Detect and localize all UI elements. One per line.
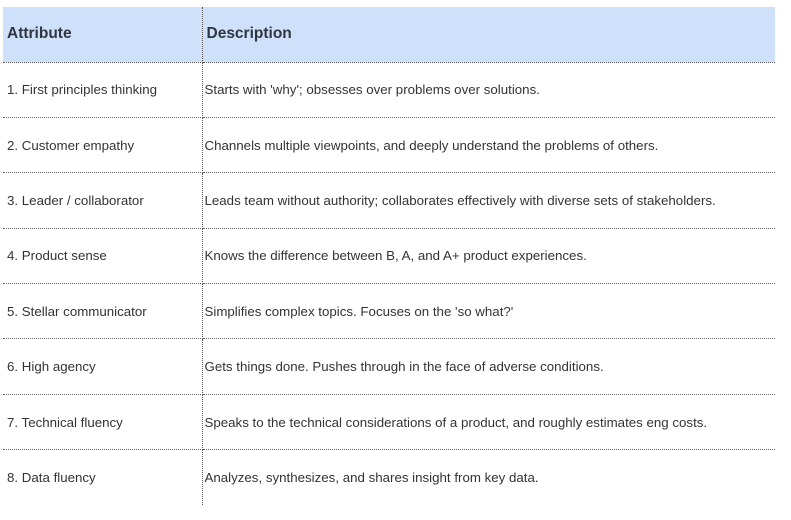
- attribute-cell: 7. Technical fluency: [3, 394, 202, 449]
- description-cell: Channels multiple viewpoints, and deeply understand the problems of others.: [202, 117, 775, 172]
- attribute-cell: 6. High agency: [3, 339, 202, 394]
- description-cell: Simplifies complex topics. Focuses on the 'so what?': [202, 284, 775, 339]
- table-row: [3, 394, 775, 449]
- description-cell: Analyzes, synthesizes, and shares insight from key data.: [204, 470, 539, 486]
- attribute-cell: 5. Stellar communicator: [3, 284, 202, 339]
- description-cell: Leads team without authority; collaborates effectively with diverse sets of stakeholders.: [202, 173, 775, 228]
- table-row: [3, 173, 775, 228]
- attribute-cell: 1. First principles thinking: [3, 62, 202, 117]
- table-row: [3, 228, 775, 283]
- table-row: [3, 284, 775, 339]
- description-cell: Starts with 'why'; obsesses over problems over solutions.: [202, 62, 775, 117]
- attribute-cell: 4. Product sense: [3, 228, 202, 283]
- description-cell: Gets things done. Pushes through in the face of adverse conditions.: [202, 339, 775, 394]
- table-header: [3, 7, 775, 62]
- attribute-cell: 3. Leader / collaborator: [3, 173, 202, 228]
- header-row: [3, 7, 775, 62]
- attribute-cell: 2. Customer empathy: [3, 117, 202, 172]
- table-row: [3, 62, 775, 117]
- table-body: [3, 62, 775, 505]
- table-row: [3, 339, 775, 394]
- attributes-table: [3, 7, 775, 505]
- table-row: [3, 450, 775, 505]
- header-attribute: Attribute: [3, 7, 202, 62]
- attribute-cell: 8. Data fluency: [3, 450, 202, 505]
- table-row: [3, 117, 775, 172]
- description-cell: Speaks to the technical considerations of a product, and roughly estimates eng costs.: [202, 394, 775, 449]
- description-cell: Knows the difference between B, A, and A+ product experiences.: [202, 228, 775, 283]
- attributes-table-container: [3, 7, 775, 505]
- header-description: Description: [202, 7, 775, 62]
